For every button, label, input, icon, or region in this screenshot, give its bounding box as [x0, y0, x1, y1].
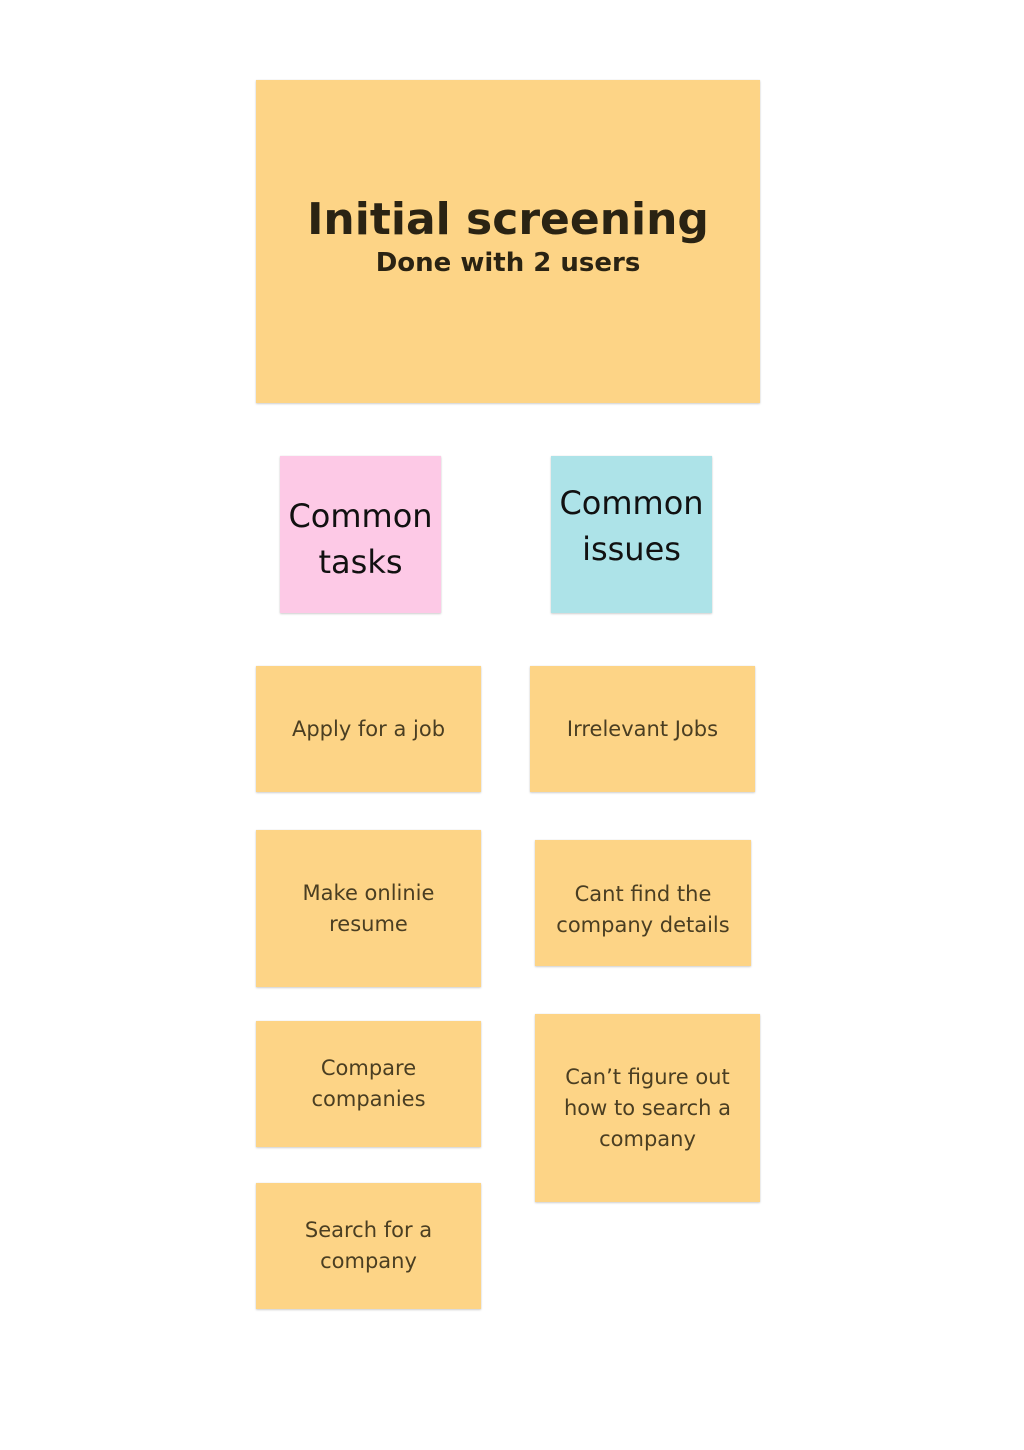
task-note-text: Apply for a job — [291, 716, 446, 741]
issue-note-text: Can’t figure out how to search a company — [563, 1064, 732, 1151]
common-tasks-label: Common tasks — [288, 496, 433, 581]
task-note-search-company[interactable] — [256, 1183, 481, 1309]
task-note-online-resume[interactable] — [256, 830, 481, 987]
task-note-text: Compare companies — [311, 1056, 426, 1111]
issue-note-text: Irrelevant Jobs — [566, 716, 719, 741]
common-tasks-header-note[interactable] — [280, 456, 441, 613]
board-title: Initial screening — [307, 193, 709, 245]
task-note-apply-job[interactable] — [256, 666, 481, 792]
issue-note-company-details[interactable] — [535, 840, 751, 966]
task-note-text: Make onlinie resume — [302, 880, 435, 936]
task-note-compare-companies[interactable] — [256, 1021, 481, 1147]
issue-note-irrelevant-jobs[interactable] — [530, 666, 755, 792]
issue-note-search-company[interactable] — [535, 1014, 760, 1202]
issue-note-text: Cant find the company details — [556, 882, 730, 937]
board-subtitle: Done with 2 users — [375, 247, 641, 278]
common-issues-label: Common issues — [559, 483, 704, 568]
task-note-text: Search for a company — [304, 1218, 433, 1273]
title-sticky-note[interactable] — [256, 80, 760, 403]
common-issues-header-note[interactable] — [551, 456, 712, 613]
